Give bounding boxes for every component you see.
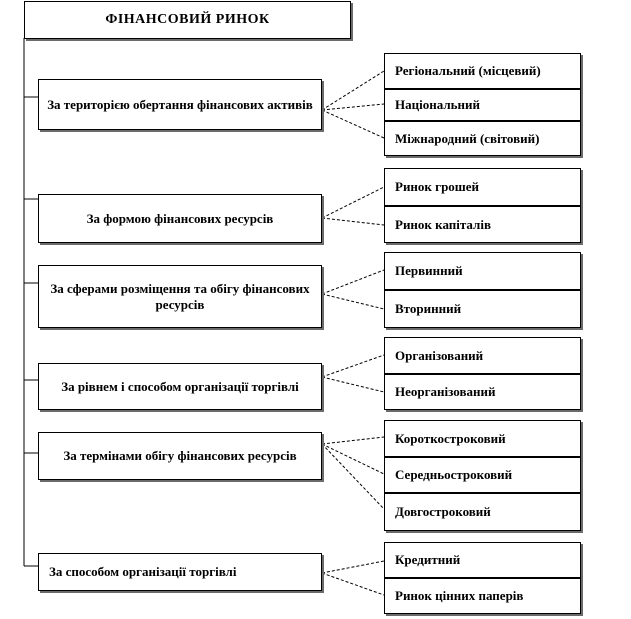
- leaf-label: Короткостроковий: [395, 430, 506, 446]
- diagram-title-text: ФІНАНСОВИЙ РИНОК: [105, 12, 270, 27]
- leaf-label: Організований: [395, 347, 484, 363]
- link-5-3: [322, 444, 384, 509]
- link-2-1: [322, 187, 384, 218]
- leaf-label: Середньостроковий: [395, 467, 513, 482]
- category-box-circulation-term: [38, 432, 322, 480]
- link-1-2: [322, 104, 384, 110]
- link-3-2: [322, 294, 384, 309]
- leaf-regional: [384, 53, 581, 89]
- leaf-organized: [384, 337, 581, 374]
- link-3-1: [322, 270, 384, 294]
- leaf-label: Ринок цінних паперів: [395, 588, 524, 603]
- category-label: За територією обертання фінансових активів: [47, 96, 313, 112]
- leaf-unorganized: [384, 374, 581, 410]
- link-1-3: [322, 110, 384, 138]
- link-4-1: [322, 355, 384, 377]
- category-label: За способом організації торгівлі: [49, 564, 237, 579]
- category-label: За рівнем і способом організації торгівлі: [61, 378, 299, 394]
- leaf-label: Національний: [395, 97, 480, 112]
- leaf-label: Регіональний (місцевий): [395, 63, 541, 78]
- link-6-1: [322, 561, 384, 573]
- leaf-short-term: [384, 420, 581, 457]
- category-box-territory: [38, 79, 322, 130]
- leaf-national: [384, 89, 581, 121]
- leaf-label: Ринок капіталів: [395, 216, 491, 232]
- leaf-primary: [384, 252, 581, 290]
- link-4-2: [322, 377, 384, 392]
- leaf-international: [384, 121, 581, 156]
- leaf-label: Первинний: [395, 263, 463, 278]
- category-box-placement-sphere: [38, 265, 322, 328]
- category-label: За термінами обігу фінансових ресурсів: [63, 448, 297, 463]
- link-5-1: [322, 437, 384, 444]
- leaf-credit: [384, 542, 581, 578]
- leaf-label: Вторинний: [395, 301, 462, 316]
- category-box-trade-organization: [38, 553, 322, 591]
- leaf-long-term: [384, 493, 581, 531]
- leaf-label: Довгостроковий: [395, 504, 491, 519]
- leaf-label: Ринок грошей: [395, 179, 480, 194]
- leaf-capital-market: [384, 206, 581, 243]
- link-5-2: [322, 444, 384, 474]
- category-box-resource-form: [38, 194, 322, 243]
- category-label: За сферами розміщення та обігу фінансових ресурсів: [50, 280, 310, 312]
- link-1-1: [322, 71, 384, 110]
- category-box-organization-level: [38, 363, 322, 410]
- link-6-2: [322, 573, 384, 595]
- diagram-title: [24, 1, 351, 39]
- leaf-medium-term: [384, 457, 581, 493]
- link-2-2: [322, 218, 384, 225]
- category-label: За формою фінансових ресурсів: [86, 210, 274, 226]
- leaf-secondary: [384, 290, 581, 328]
- leaf-securities-market: [384, 578, 581, 614]
- leaf-label: Кредитний: [395, 552, 461, 567]
- leaf-label: Міжнародний (світовий): [395, 130, 540, 146]
- leaf-label: Неорганізований: [395, 384, 496, 399]
- leaf-money-market: [384, 168, 581, 206]
